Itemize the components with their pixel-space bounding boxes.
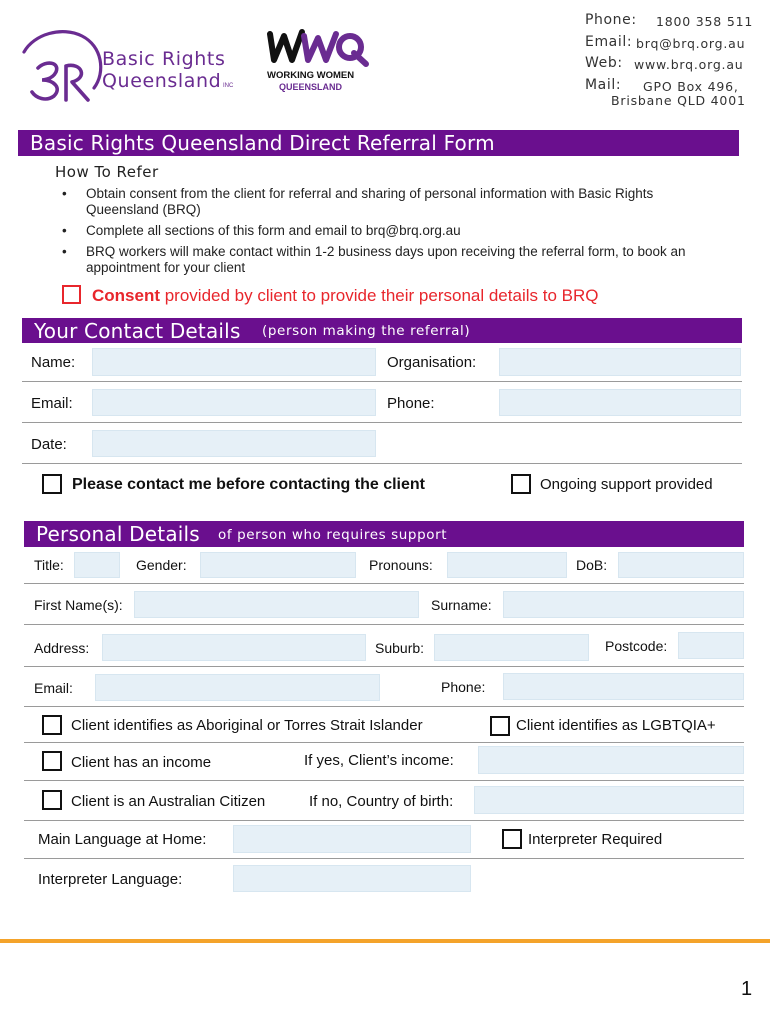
contact-phone-field[interactable] — [499, 389, 741, 416]
surname-field[interactable] — [503, 591, 744, 618]
consent-bold: Consent — [92, 286, 160, 305]
wwq-logo-mark — [264, 26, 370, 68]
lgbtqia-label: Client identifies as LGBTQIA+ — [516, 717, 716, 734]
brq-logo — [16, 28, 246, 104]
aboriginal-checkbox[interactable] — [42, 715, 62, 735]
language-field[interactable] — [233, 825, 471, 853]
form-title-band — [18, 130, 739, 156]
page-number: 1 — [741, 978, 753, 1000]
interpreter-language-label: Interpreter Language: — [38, 871, 183, 888]
pronouns-field[interactable] — [447, 552, 567, 578]
divider — [24, 666, 744, 667]
personal-section-band — [24, 521, 744, 547]
mail-label: Mail: — [585, 77, 622, 93]
postcode-field[interactable] — [678, 632, 744, 659]
wwq-logo-line1: WORKING WOMEN — [267, 70, 355, 81]
wwq-logo-line2: QUEENSLAND — [279, 82, 343, 92]
ongoing-support-label: Ongoing support provided — [540, 476, 713, 493]
contact-first-label: Please contact me before contacting the client — [72, 476, 425, 493]
title-label: Title: — [34, 557, 64, 573]
income-label: Client has an income — [71, 754, 212, 771]
first-names-field[interactable] — [134, 591, 419, 618]
divider — [24, 742, 744, 743]
web-value: www.brq.org.au — [634, 57, 744, 72]
divider — [22, 422, 742, 423]
citizen-checkbox[interactable] — [42, 790, 62, 810]
footer-rule — [0, 939, 770, 943]
how-to-item: • Complete all sections of this form and email to brq@brq.org.au — [62, 223, 722, 239]
divider — [22, 463, 742, 464]
client-email-field[interactable] — [95, 674, 380, 701]
phone-label: Phone: — [585, 12, 637, 28]
client-email-label: Email: — [34, 680, 73, 696]
surname-label: Surname: — [431, 597, 492, 613]
suburb-field[interactable] — [434, 634, 589, 661]
contact-date-label: Date: — [31, 436, 67, 453]
lgbtqia-checkbox[interactable] — [490, 716, 510, 736]
divider — [22, 381, 742, 382]
client-phone-label: Phone: — [441, 679, 486, 695]
address-field[interactable] — [102, 634, 366, 661]
contact-phone-label: Phone: — [387, 395, 435, 412]
contact-organisation-field[interactable] — [499, 348, 741, 376]
address-label: Address: — [34, 640, 90, 656]
how-to-item: • Obtain consent from the client for referral and sharing of personal information with Basic Rights Queensland (BRQ) — [62, 186, 722, 218]
contact-section-title: Your Contact Details — [34, 319, 241, 343]
interpreter-required-checkbox[interactable] — [502, 829, 522, 849]
divider — [24, 858, 744, 859]
phone-value: 1800 358 511 — [656, 14, 754, 29]
consent-text — [92, 286, 598, 306]
mail-value-line2: Brisbane QLD 4001 — [611, 93, 746, 108]
contact-section-subtitle: (person making the referral) — [262, 323, 471, 339]
pronouns-label: Pronouns: — [369, 557, 433, 573]
wwq-logo — [262, 26, 372, 96]
gender-label: Gender: — [136, 557, 187, 573]
citizen-label: Client is an Australian Citizen — [71, 793, 266, 810]
web-label: Web: — [585, 55, 623, 71]
divider — [24, 624, 744, 625]
mail-value-line1: GPO Box 496, — [643, 79, 739, 94]
brq-logo-line2: Queensland — [102, 70, 222, 92]
contact-organisation-label: Organisation: — [387, 354, 477, 371]
suburb-label: Suburb: — [375, 640, 425, 656]
contact-section-band — [22, 318, 742, 343]
client-phone-field[interactable] — [503, 673, 744, 700]
divider — [24, 583, 744, 584]
how-to-list — [62, 186, 722, 281]
title-field[interactable] — [74, 552, 120, 578]
consent-rest: provided by client to provide their personal details to BRQ — [160, 286, 599, 305]
email-value: brq@brq.org.au — [636, 36, 746, 51]
interpreter-required-label: Interpreter Required — [528, 831, 663, 848]
birth-country-field[interactable] — [474, 786, 744, 814]
first-names-label: First Name(s): — [34, 597, 123, 613]
aboriginal-label: Client identifies as Aboriginal or Torres Strait Islander — [71, 717, 423, 734]
how-to-heading: How To Refer — [55, 163, 159, 181]
income-amount-label: If yes, Client’s income: — [304, 752, 454, 769]
gender-field[interactable] — [200, 552, 356, 578]
ongoing-support-checkbox[interactable] — [511, 474, 531, 494]
form-title: Basic Rights Queensland Direct Referral Form — [30, 131, 495, 155]
brq-logo-mark — [16, 28, 108, 104]
contact-email-field[interactable] — [92, 389, 376, 416]
how-to-item: • BRQ workers will make contact within 1-2 business days upon receiving the referral form, to book an appointment for your client — [62, 244, 722, 276]
email-label: Email: — [585, 34, 633, 50]
income-checkbox[interactable] — [42, 751, 62, 771]
postcode-label: Postcode: — [605, 638, 668, 654]
personal-section-subtitle: of person who requires support — [218, 527, 448, 543]
language-label: Main Language at Home: — [38, 831, 207, 848]
contact-email-label: Email: — [31, 395, 73, 412]
personal-section-title: Personal Details — [36, 522, 200, 546]
contact-first-checkbox[interactable] — [42, 474, 62, 494]
birth-country-label: If no, Country of birth: — [309, 793, 454, 810]
brq-logo-line1: Basic Rights — [102, 48, 226, 70]
dob-field[interactable] — [618, 552, 744, 578]
contact-name-label: Name: — [31, 354, 76, 371]
divider — [24, 820, 744, 821]
contact-date-field[interactable] — [92, 430, 376, 457]
divider — [24, 706, 744, 707]
divider — [24, 780, 744, 781]
dob-label: DoB: — [576, 557, 608, 573]
contact-name-field[interactable] — [92, 348, 376, 376]
income-amount-field[interactable] — [478, 746, 744, 774]
interpreter-language-field[interactable] — [233, 865, 471, 892]
consent-checkbox[interactable] — [62, 285, 81, 304]
brq-logo-suffix: INC — [223, 83, 234, 89]
